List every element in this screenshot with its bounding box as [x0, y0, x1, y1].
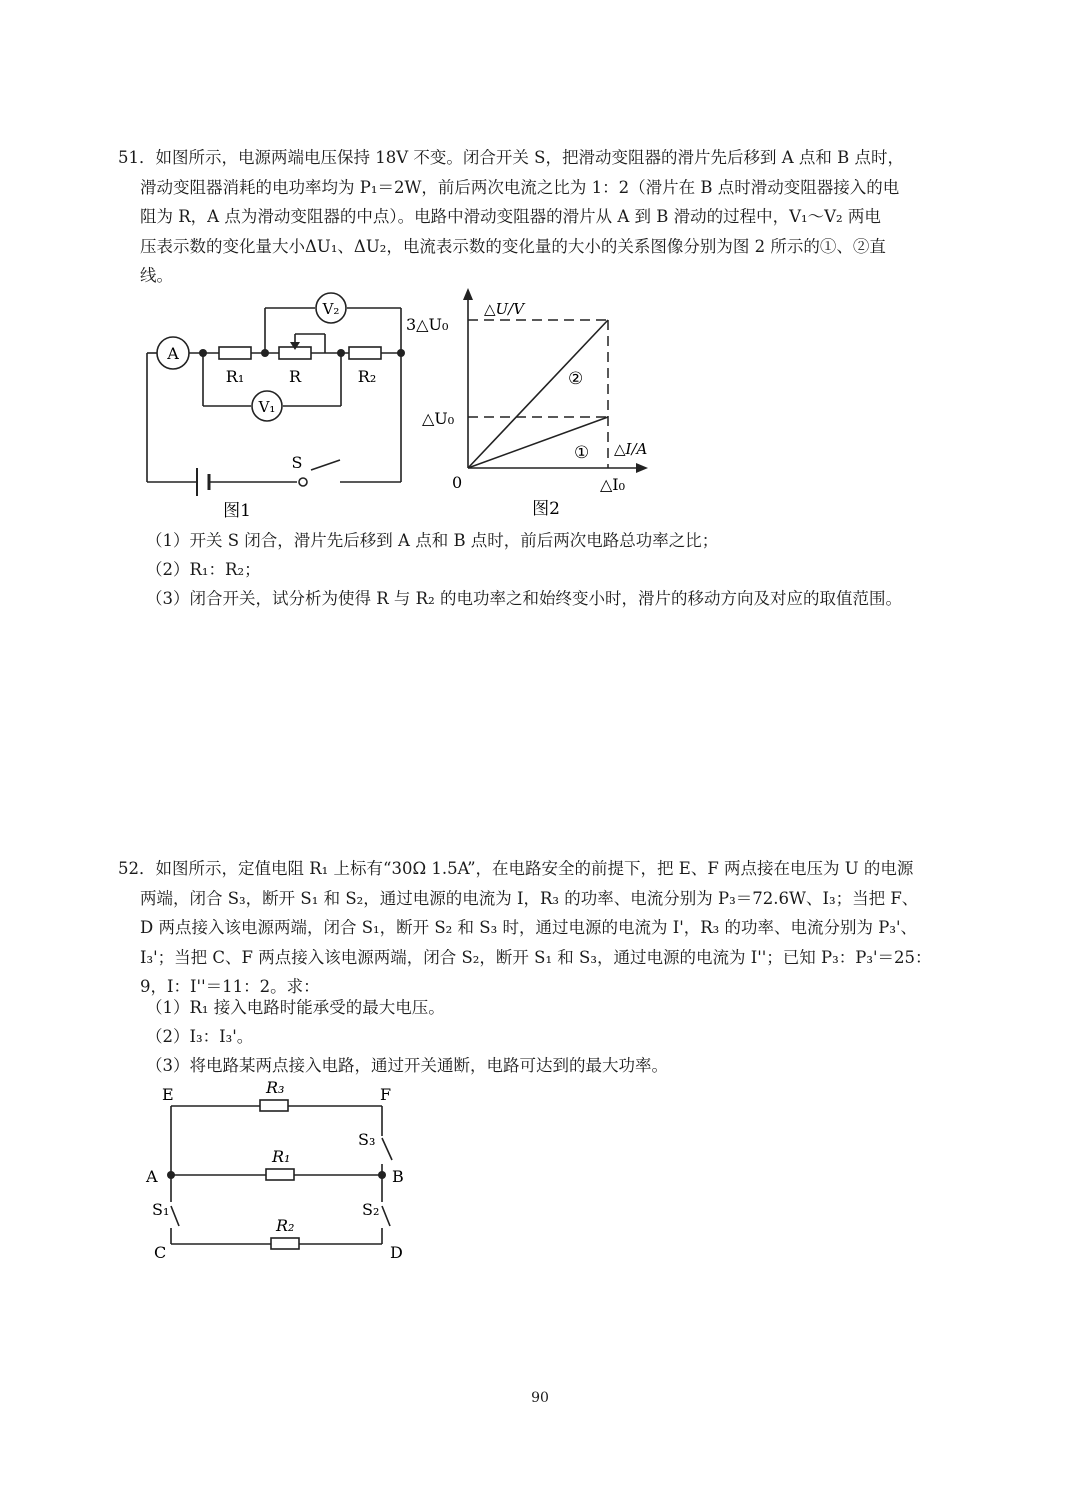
node-a-label: A: [146, 1167, 158, 1186]
q52-sub-2: （2）I₃：I₃'。: [146, 1027, 254, 1046]
q51-sub-3: （3）闭合开关，试分析为使得 R 与 R₂ 的电功率之和始终变小时，滑片的移动方向及对应的取值范围。: [146, 589, 902, 608]
q51-subquestions: [146, 526, 976, 613]
resistor-r3-label: R₃: [266, 1078, 285, 1097]
voltmeter-v2-label: V₂: [322, 300, 340, 318]
y-axis-label: △U/V: [484, 300, 525, 318]
line-2-label: ②: [568, 369, 584, 389]
origin-label: 0: [452, 473, 463, 492]
q52-subquestions: [146, 993, 976, 1080]
ammeter-label: A: [167, 344, 179, 363]
y-tick-du0: △U₀: [422, 409, 455, 428]
switch-s1-label: S₁: [152, 1200, 170, 1219]
node-d-label: D: [390, 1243, 403, 1262]
x-axis-label: △I/A: [614, 440, 648, 458]
node-c-label: C: [154, 1243, 167, 1262]
switch-s-label: S: [291, 453, 303, 472]
q51-figure-1-circuit: [135, 290, 425, 522]
y-tick-3du0: 3△U₀: [406, 315, 449, 334]
resistor-r2-label: R₂: [276, 1216, 295, 1235]
q51-line-4: 压表示数的变化量大小ΔU₁、ΔU₂，电流表示数的变化量的大小的关系图像分别为图 2 所示的①、②直: [140, 236, 886, 256]
q51-sub-1: （1）开关 S 闭合，滑片先后移到 A 点和 B 点时，前后两次电路总功率之比；: [146, 531, 719, 550]
q51-figure-2-graph: [400, 282, 670, 522]
q51-line-1: 51．如图所示，电源两端电压保持 18V 不变。闭合开关 S，把滑动变阻器的滑片先后移到 A 点和 B 点时，: [118, 148, 904, 167]
q52-stem: [118, 854, 968, 1002]
q51-stem: [118, 143, 968, 291]
x-tick-di0: △I₀: [600, 475, 626, 494]
q52-line-4: I₃'；当把 C、F 两点接入该电源两端，闭合 S₂，断开 S₁ 和 S₃，通过电源的电流为 I''；已知 P₃：P₃'＝25：: [140, 947, 932, 967]
q51-line-5: 线。: [140, 266, 173, 285]
line-1-label: ①: [574, 443, 590, 463]
q52-line-2: 两端，闭合 S₃，断开 S₁ 和 S₂，通过电源的电流为 I，R₃ 的功率、电流分别为 P₃＝72.6W、I₃；当把 F、: [140, 888, 919, 908]
q52-sub-1: （1）R₁ 接入电路时能承受的最大电压。: [146, 998, 445, 1017]
node-e-label: E: [162, 1085, 174, 1104]
resistor-r2-label: R₂: [357, 367, 377, 386]
q51-line-3: 阻为 R，A 点为滑动变阻器的中点）。电路中滑动变阻器的滑片从 A 到 B 滑动的过程中，V₁～V₂ 两电: [140, 207, 881, 226]
figure-1-caption: 图1: [223, 501, 251, 521]
voltmeter-v1-label: V₁: [258, 398, 276, 416]
node-f-label: F: [380, 1085, 392, 1104]
resistor-r1-label: R₁: [272, 1147, 291, 1166]
rheostat-r-label: R: [288, 367, 302, 386]
q52-line-5: 9，I：I''＝11：2。求：: [140, 977, 320, 996]
q51-sub-2: （2）R₁：R₂；: [146, 560, 261, 579]
q52-sub-3: （3）将电路某两点接入电路，通过开关通断，电路可达到的最大功率。: [146, 1056, 668, 1075]
q52-circuit-figure: [140, 1078, 420, 1268]
q51-line-2: 滑动变阻器消耗的电功率均为 P₁＝2W，前后两次电流之比为 1：2（滑片在 B 点时滑动变阻器接入的电: [140, 177, 900, 197]
figure-2-caption: 图2: [532, 499, 560, 519]
q52-line-3: D 两点接入该电源两端，闭合 S₁，断开 S₂ 和 S₃ 时，通过电源的电流为 I'，R₃ 的功率、电流分别为 P₃'、: [140, 918, 918, 937]
switch-s2-label: S₂: [362, 1200, 380, 1219]
page-number: 90: [531, 1390, 549, 1406]
resistor-r1-label: R₁: [225, 367, 245, 386]
switch-s3-label: S₃: [358, 1130, 376, 1149]
q52-line-1: 52．如图所示，定值电阻 R₁ 上标有“30Ω 1.5A”，在电路安全的前提下，把 E、F 两点接在电压为 U 的电源: [118, 859, 914, 878]
node-b-label: B: [392, 1167, 404, 1186]
